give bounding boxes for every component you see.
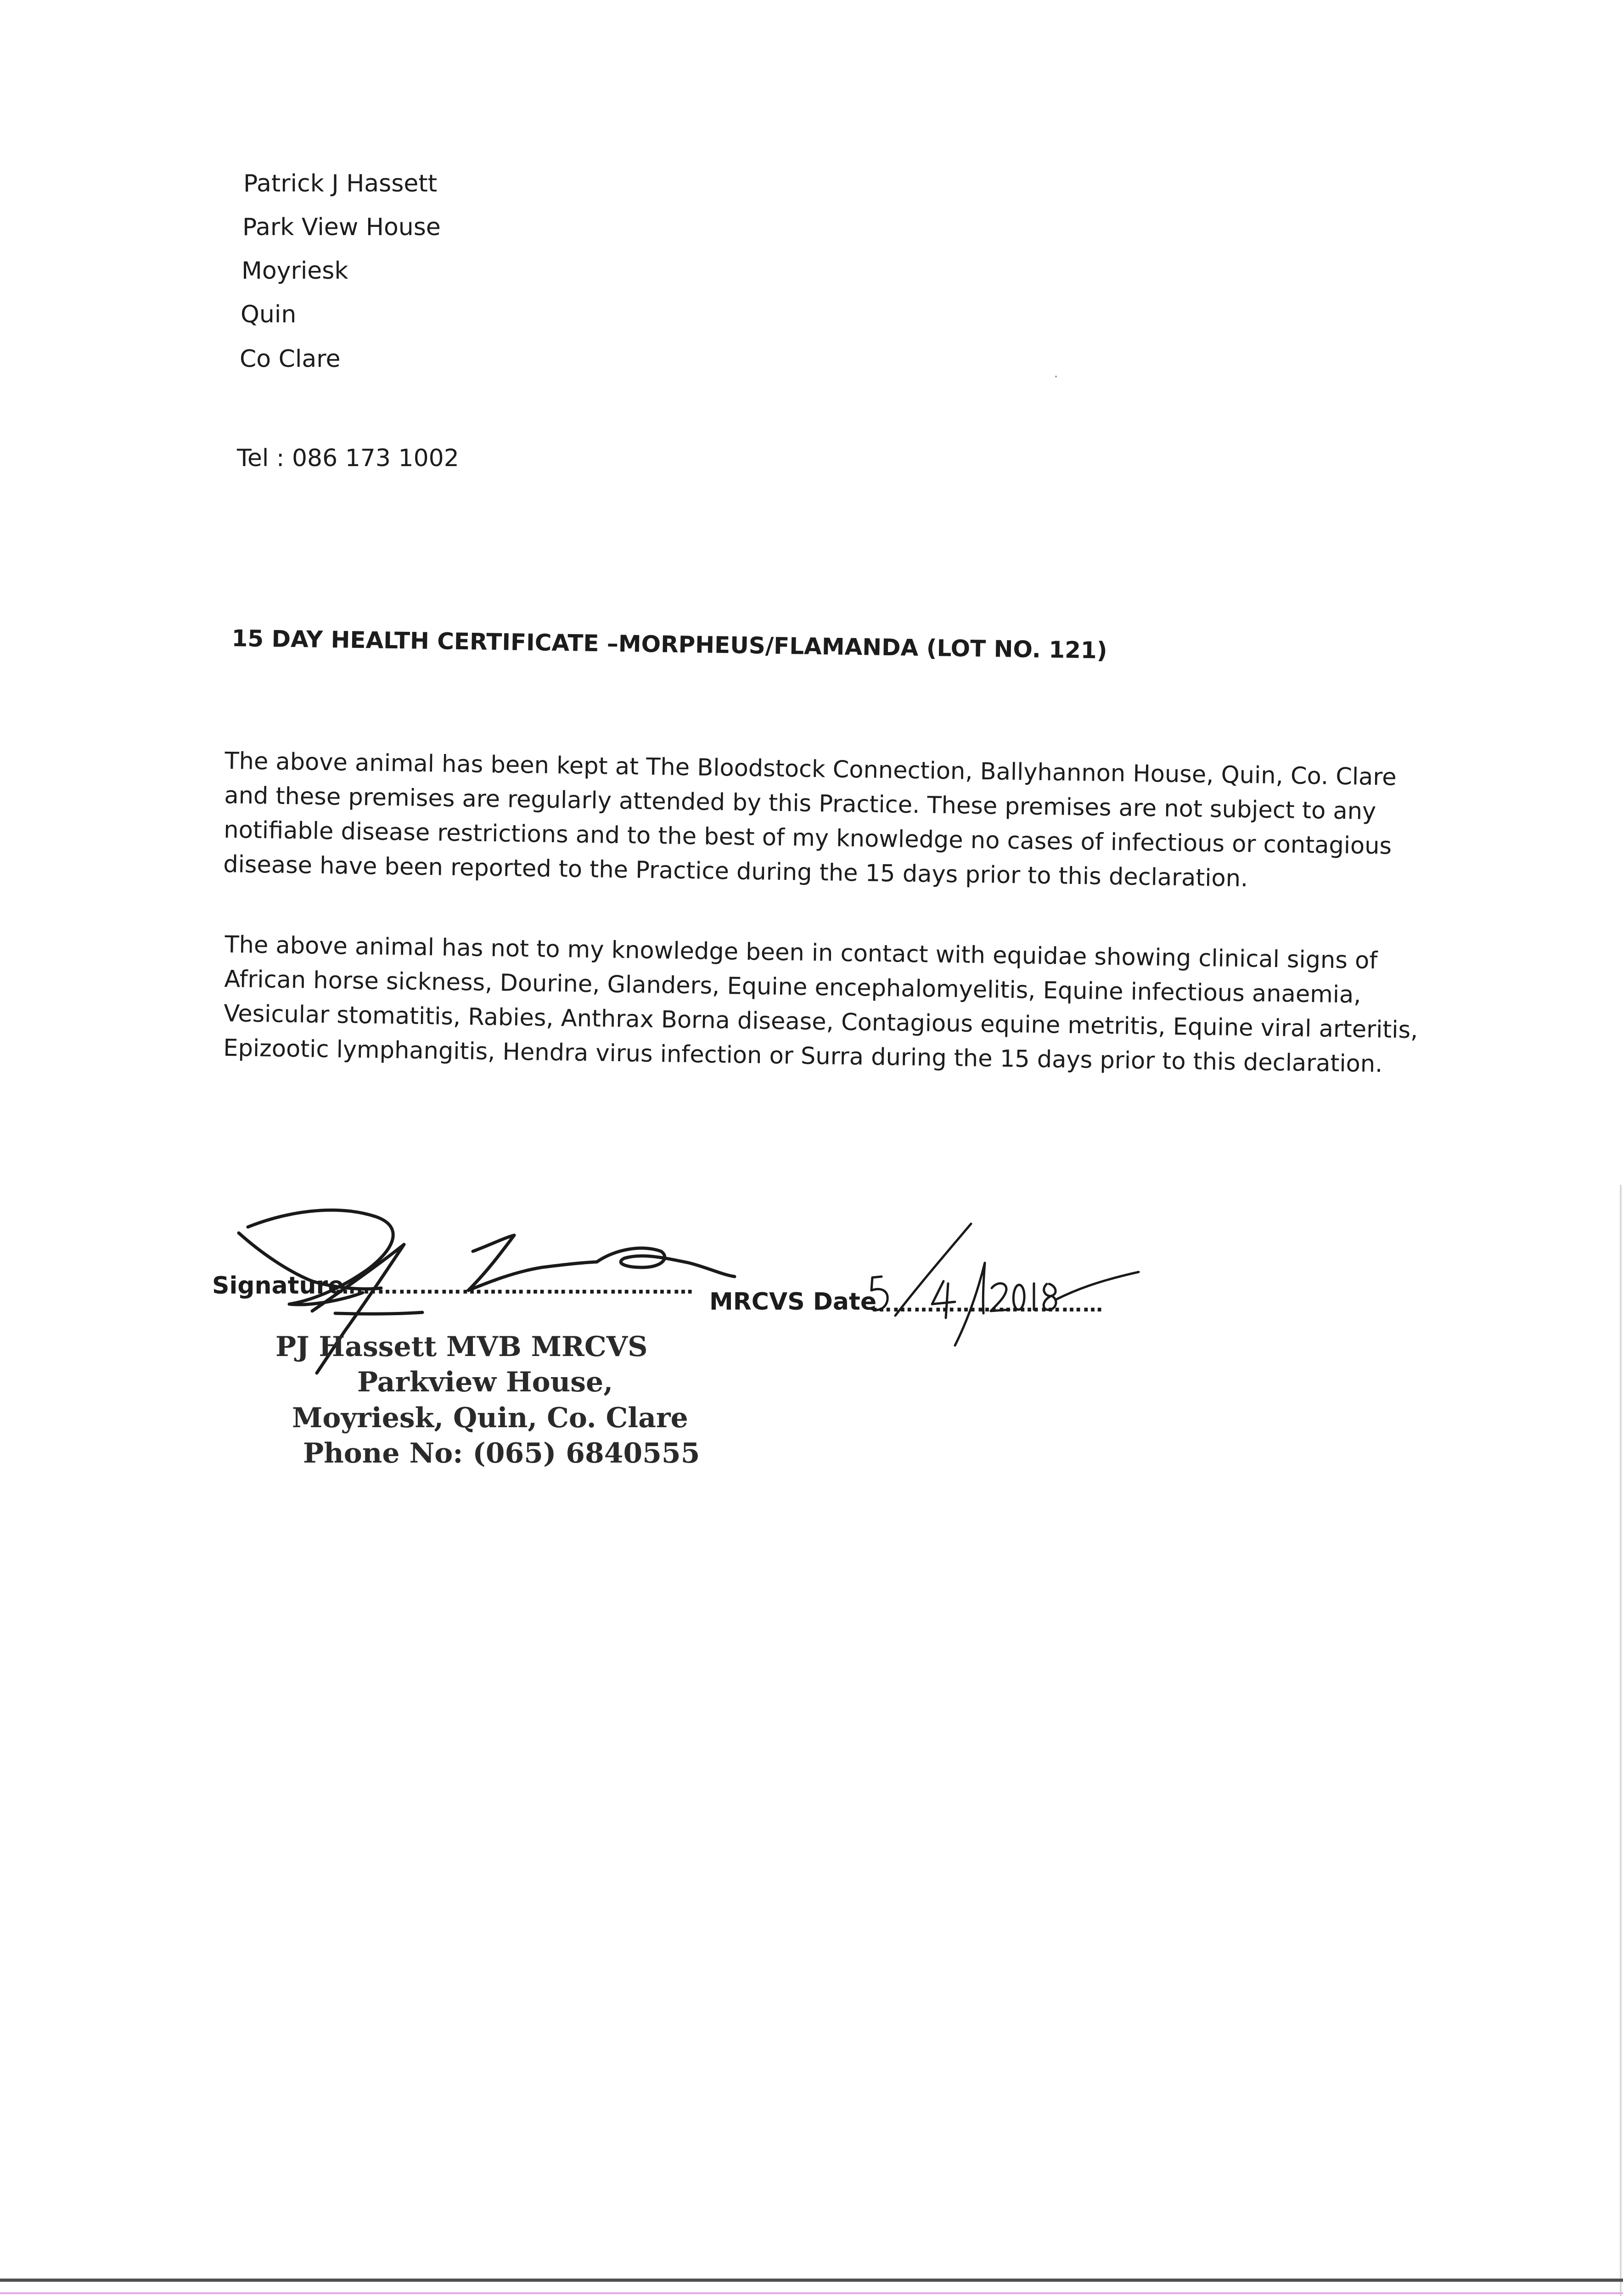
mrcvs-date-label: MRCVS Date — [709, 1288, 877, 1316]
signature-dotted-line: …………………………………………… — [335, 1275, 694, 1299]
sender-name: Patrick J Hassett — [243, 170, 438, 197]
stamp-phone-line: Phone No: (065) 6840555 — [303, 1437, 700, 1469]
body-paragraph: The above animal has been kept at The Bloodstock Connection, Ballyhannon House, Quin, Co. Clare and these premises are regularly attended by this Practice. These premises are not subject to any notifiable disease restrictions and to the best of my knowledge no cases of infectious or contagious disease have been reported to the Practice during the 15 days prior to this declaration. — [223, 747, 1397, 893]
sender-telephone: Tel : 086 173 1002 — [237, 445, 459, 472]
scan-edge-bottom-tint — [0, 2292, 1623, 2294]
body-paragraph: The above animal has not to my knowledge been in contact with equidae showing clinical signs of African horse sickness, Dourine, Glanders, Equine encephalomyelitis, Equine infectious anaemia, Vesicular stomatitis, Rabies, Anthrax Borna disease, Contagious equine metritis, Equine viral arteritis, Epizootic lymphangitis, Hendra virus infection or Surra during the 15 days prior to this declaration. — [223, 931, 1418, 1078]
stamp-address-line: Moyriesk, Quin, Co. Clare — [292, 1402, 688, 1434]
sender-address-line: Quin — [241, 301, 297, 328]
sender-address-line: Moyriesk — [241, 257, 348, 285]
handwritten-date — [863, 1208, 1148, 1355]
sender-address-line: Co Clare — [240, 345, 341, 373]
scan-speck — [1055, 376, 1057, 377]
sender-address-line: Park View House — [242, 214, 441, 241]
certificate-title: 15 DAY HEALTH CERTIFICATE –MORPHEUS/FLAMANDA (LOT NO. 121) — [231, 625, 1107, 664]
date-dotted-line: …………………………… — [871, 1293, 1104, 1317]
scan-edge-bottom — [0, 2279, 1623, 2282]
scan-edge-right — [1620, 1185, 1622, 2296]
stamp-address-line: Parkview House, — [357, 1366, 613, 1398]
stamp-name-line: PJ Hassett MVB MRCVS — [275, 1331, 648, 1363]
signature-label: Signature — [212, 1272, 344, 1300]
